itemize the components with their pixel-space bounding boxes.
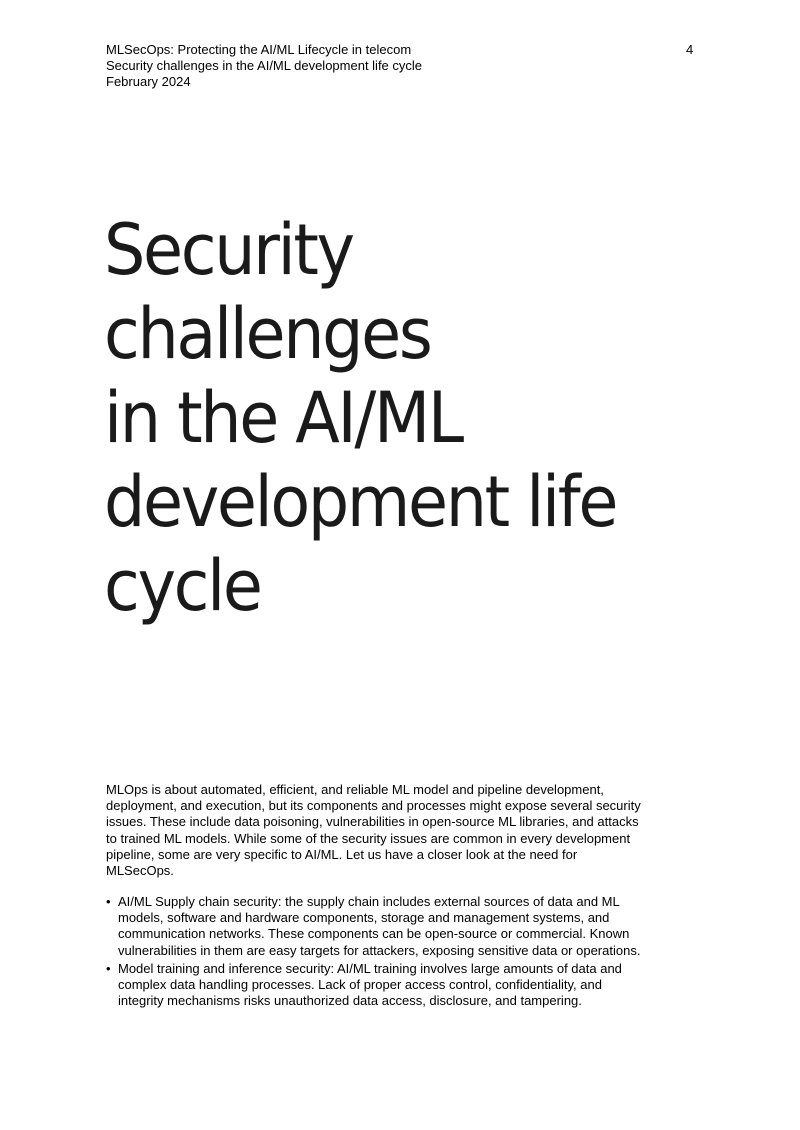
bullet-marker: • <box>106 960 111 976</box>
page-number: 4 <box>686 42 694 57</box>
section-title: Security challenges in the AI/ML development life cycle <box>106 58 423 73</box>
list-item <box>106 894 646 959</box>
chapter-title-line: cycle <box>104 545 261 627</box>
list-item-text: Model training and inference security: AI/ML training involves large amounts of data and complex data handling processes. Lack of proper access control, confidentiality, and integrity mechanisms risks unauthorized data access, disclosure, and tampering. <box>118 960 622 1009</box>
bullet-marker: • <box>106 894 111 909</box>
list-item <box>106 961 646 1010</box>
bullet-list <box>106 894 646 1011</box>
chapter-title <box>104 208 684 628</box>
chapter-title-line: development life <box>104 461 617 543</box>
list-item-text: AI/ML Supply chain security: the supply chain includes external sources of data and ML models, software and hardware components, storage and management systems, and communication networks. These components can be open-source or commercial. Known vulnerabilities in them are easy targets for attackers, exposing sensitive data or operations. <box>118 894 641 958</box>
chapter-title-line: Security <box>104 209 353 291</box>
running-header <box>106 42 586 90</box>
publication-date: February 2024 <box>106 74 191 89</box>
document-title: MLSecOps: Protecting the AI/ML Lifecycle in telecom <box>106 42 412 57</box>
chapter-title-line: in the AI/ML <box>104 377 462 459</box>
chapter-title-line: challenges <box>104 293 431 375</box>
intro-paragraph: MLOps is about automated, efficient, and reliable ML model and pipeline development, deployment, and execution, but its components and processes might expose several security issues. These include data poisoning, vulnerabilities in open-source ML libraries, and attacks to trained ML models. While some of the security issues are common in every development pipeline, some are very specific to AI/ML. Let us have a closer look at the need for MLSecOps. <box>106 782 641 879</box>
